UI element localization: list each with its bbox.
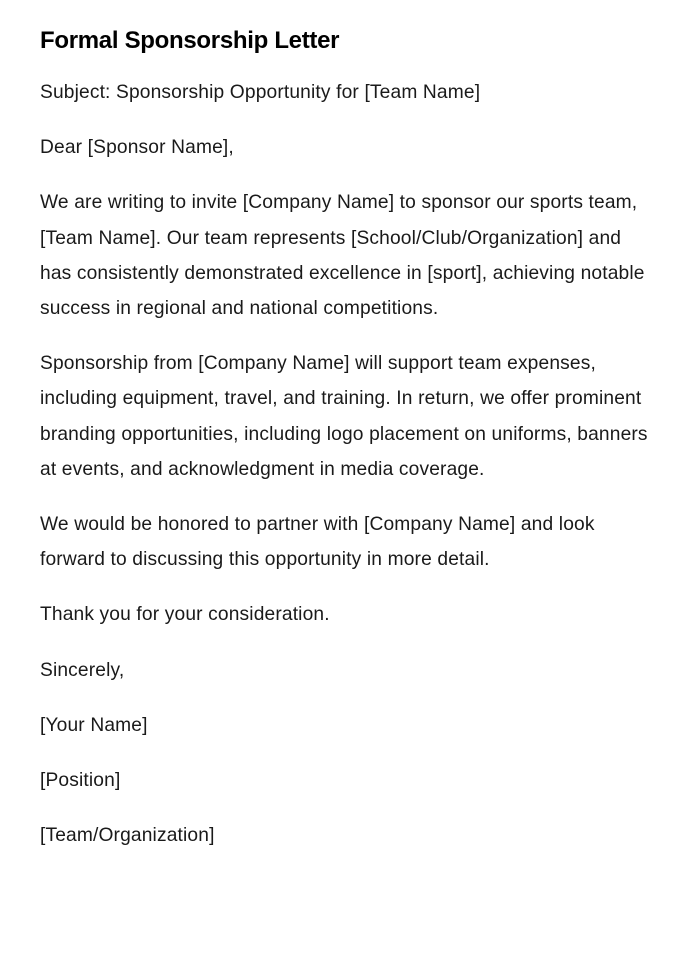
document-title: Formal Sponsorship Letter bbox=[40, 27, 340, 54]
signature-name: [Your Name] bbox=[40, 714, 148, 736]
subject-line: Subject: Sponsorship Opportunity for [Team Name] bbox=[40, 82, 481, 103]
body-paragraph-thanks: Thank you for your consideration. bbox=[40, 604, 330, 626]
body-paragraph-invitation: We are writing to invite [Company Name] to sponsor our sports team, [Team Name]. Our team represents [School/Club/Organization] and has consistently demonstrated excellence in [sport], achieving notable success in regional and national competitions. bbox=[40, 192, 645, 320]
greeting: Dear [Sponsor Name], bbox=[40, 137, 234, 159]
body-paragraph-benefits: Sponsorship from [Company Name] will support team expenses, including equipment, travel, and training. In return, we offer prominent branding opportunities, including logo placement on uniforms, banners at events, and acknowledgment in media coverage. bbox=[40, 353, 648, 480]
signature-organization: [Team/Organization] bbox=[40, 825, 215, 847]
body-paragraph-partnership: We would be honored to partner with [Company Name] and look forward to discussing this opportunity in more detail. bbox=[40, 514, 595, 571]
letter-page bbox=[40, 24, 650, 873]
signature-position: [Position] bbox=[40, 770, 121, 792]
closing: Sincerely, bbox=[40, 659, 125, 681]
